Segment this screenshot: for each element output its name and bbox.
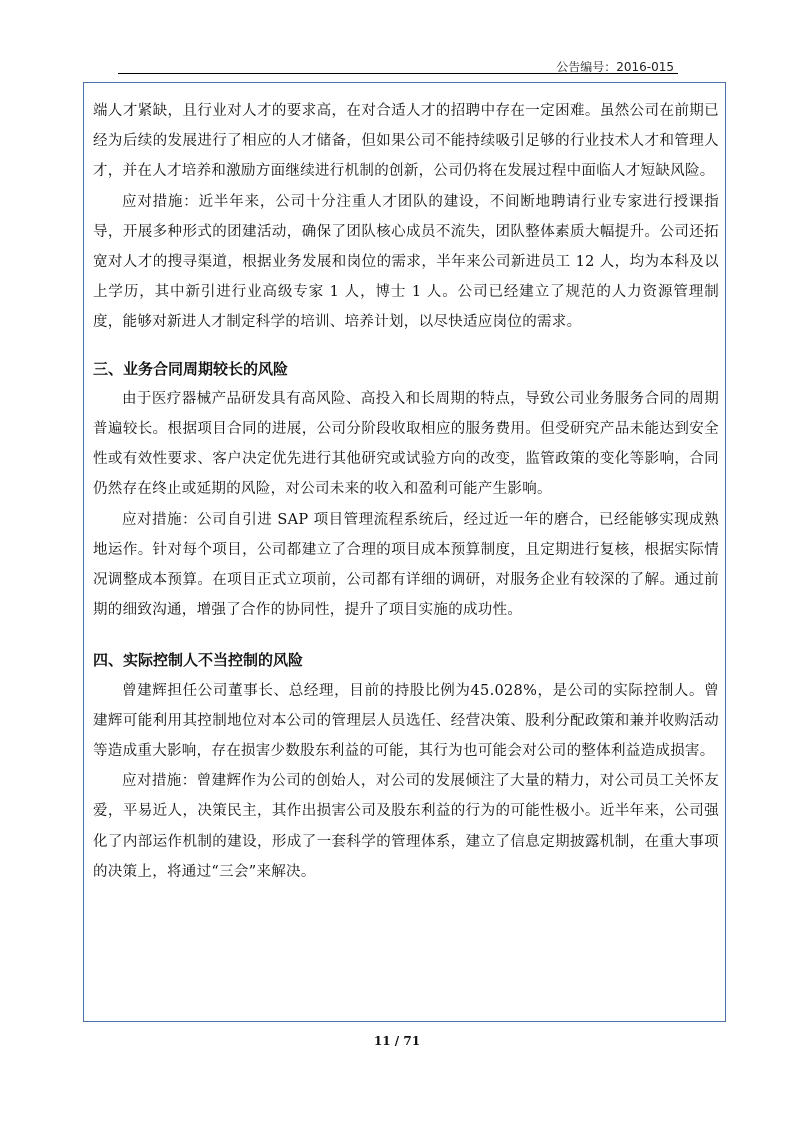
paragraph-contract-measures: 应对措施：公司自引进 SAP 项目管理流程系统后，经过近一年的磨合，已经能够实现成熟地运作。针对每个项目，公司都建立了合理的项目成本预算制度，且定期进行复核，根据实际情况调整成本预算。在项目正式立项前，公司都有详细的调研，对服务企业有较深的了解。通过前期的细致沟通，增强了合作的协同性，提升了项目实施的成功性。: [93, 511, 719, 619]
paragraph-controller-risk: 曾建辉担任公司董事长、总经理，目前的持股比例为45.028%，是公司的实际控制人。曾建辉可能利用其控制地位对本公司的管理层人员选任、经营决策、股利分配政策和兼并收购活动等造成重大影响，存在损害少数股东利益的可能，其行为也可能会对公司的整体利益造成损害。: [93, 682, 719, 760]
spacer: [93, 625, 719, 645]
spacer: [93, 338, 719, 354]
section-heading-controller-risk: 四、实际控制人不当控制的风险: [93, 651, 304, 670]
page-number: 11 / 71: [373, 1034, 421, 1048]
paragraph-talent-risk: 端人才紧缺，且行业对人才的要求高，在对合适人才的招聘中存在一定困难。虽然公司在前期已经为后续的发展进行了相应的人才储备，但如果公司不能持续吸引足够的行业技术人才和管理人才，并在人才培养和激励方面继续进行机制的创新，公司仍将在发展过程中面临人才短缺风险。: [93, 103, 719, 180]
paragraph-controller-measures: 应对措施：曾建辉作为公司的创始人，对公司的发展倾注了大量的精力，对公司员工关怀友爱，平易近人，决策民主，其作出损害公司及股东利益的行为的可能性极小。近半年来，公司强化了内部运作机制的建设，形成了一套科学的管理体系，建立了信息定期披露机制，在重大事项的决策上，将通过“三会”来解决。: [93, 773, 719, 880]
paragraph-contract-risk: 由于医疗器械产品研发具有高风险、高投入和长周期的特点，导致公司业务服务合同的周期普遍较长。根据项目合同的进展，公司分阶段收取相应的服务费用。但受研究产品未能达到安全性或有效性要求、客户决定优先进行其他研究或试验方向的改变，监管政策的变化等影响，合同仍然存在终止或延期的风险，对公司未来的收入和盈利可能产生影响。: [93, 390, 719, 498]
section-heading-contract-cycle: 三、业务合同周期较长的风险: [93, 359, 289, 378]
paragraph-talent-measures: 应对措施：近半年来，公司十分注重人才团队的建设，不间断地聘请行业专家进行授课指导，开展多种形式的团建活动，确保了团队核心成员不流失，团队整体素质大幅提升。公司还拓宽对人才的搜寻渠道，根据业务发展和岗位的需求，半年来公司新进员工 12 人，均为本科及以上学历，其中新引进行业高级专家 1 人，博士 1 人。公司已经建立了规范的人力资源管理制度，能够对新进人才制定科学的培训、培养计划，以尽快适应岗位的需求。: [93, 193, 719, 331]
header-divider: [118, 73, 678, 74]
document-body: [93, 96, 719, 887]
announcement-code: 公告编号：2016-015: [556, 60, 674, 74]
